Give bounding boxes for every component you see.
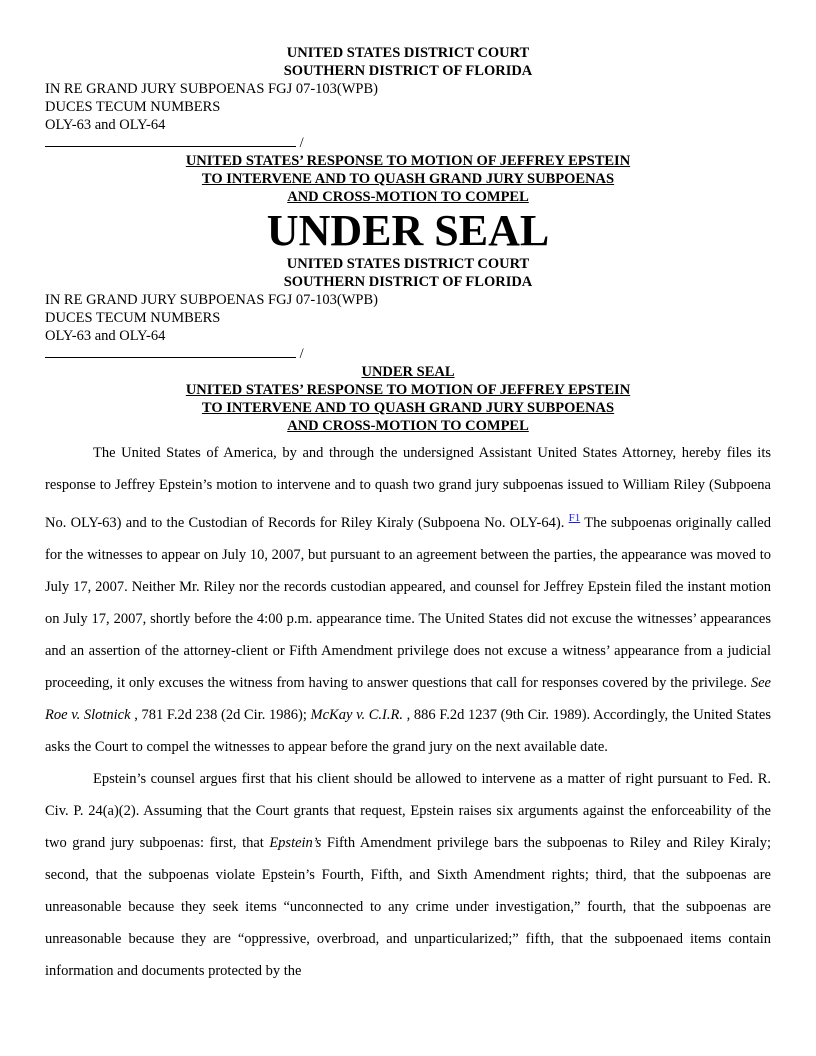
case-caption-2-line2: DUCES TECUM NUMBERS: [45, 310, 221, 326]
see-signal: See: [750, 674, 771, 691]
under-seal-banner: UNDER SEAL: [266, 206, 550, 255]
para2-text-b: Fifth Amendment privilege bars the subpoenas to Riley and Riley Kiraly; second, that the subpoenas violate Epstein’s Fourth, Fifth, and Sixth Amendment rights; third, that the subpoenas are unreasonable because they seek items “unconnected to any crime under investigation,” fourth, that the subpoenas are unreasonable because they are “oppressive, overbroad, and unparticularized;” fifth, that the subpoenaed items contain information and documents protected by the: [45, 834, 771, 979]
document-title-2-line2: TO INTERVENE AND TO QUASH GRAND JURY SUBPOENAS: [201, 400, 615, 416]
document-title-line3: AND CROSS-MOTION TO COMPEL: [287, 189, 529, 205]
caption-rule: [45, 134, 771, 152]
document-title-line2: TO INTERVENE AND TO QUASH GRAND JURY SUBPOENAS: [201, 171, 615, 187]
case-caption-line1: IN RE GRAND JURY SUBPOENAS FGJ 07-103(WPB): [45, 81, 378, 97]
district-name-2: SOUTHERN DISTRICT OF FLORIDA: [283, 274, 533, 290]
case-citation-roe: Roe v. Slotnick: [45, 706, 131, 723]
footnote-link-f1[interactable]: F1: [568, 512, 581, 524]
document-page: [45, 44, 771, 987]
para1-text-a: The United States of America, by and through the undersigned Assistant United States Attorney, hereby files its response to Jeffrey Epstein’s motion to intervene and to quash two grand jury subpoenas issued to William Riley (Subpoena No. OLY-63) and to the Custodian of Records for Riley Kiraly (Subpoena No. OLY-64).: [45, 445, 771, 531]
caption-slash-2: /: [299, 346, 304, 362]
para2-emphasis: Epstein’s: [269, 834, 322, 851]
caption-rule-2: [45, 345, 771, 363]
document-title-2-line1: UNITED STATES’ RESPONSE TO MOTION OF JEFFREY EPSTEIN: [185, 382, 631, 398]
para1-text-d: , 886 F.2d 1237 (9th Cir. 1989). Accordingly, the United States asks the Court to compel the witnesses to appear before the grand jury on the next available date.: [45, 706, 771, 755]
case-caption-2-line1: IN RE GRAND JURY SUBPOENAS FGJ 07-103(WPB): [45, 292, 378, 308]
case-caption-line2: DUCES TECUM NUMBERS: [45, 99, 221, 115]
document-title-line1: UNITED STATES’ RESPONSE TO MOTION OF JEFFREY EPSTEIN: [185, 153, 631, 169]
district-name: SOUTHERN DISTRICT OF FLORIDA: [283, 63, 533, 79]
case-citation-mckay: McKay v. C.I.R.: [310, 706, 403, 723]
para1-text-c: , 781 F.2d 238 (2d Cir. 1986);: [130, 706, 311, 723]
para2-text-a: Epstein’s counsel argues first that his client should be allowed to intervene as a matter of right pursuant to Fed. R. Civ. P. 24(a)(2). Assuming that the Court grants that request, Epstein raises six arguments against the enforceability of the two grand jury subpoenas: first, that: [45, 770, 771, 851]
under-seal-heading: UNDER SEAL: [361, 364, 455, 380]
court-name-2: UNITED STATES DISTRICT COURT: [286, 256, 530, 272]
caption-divider-2: [45, 345, 296, 358]
case-caption-line3: OLY-63 and OLY-64: [45, 117, 166, 133]
footnote-ref: [569, 510, 581, 524]
caption-slash: /: [299, 135, 304, 151]
body-paragraph-1: [45, 437, 771, 763]
document-title-2-line3: AND CROSS-MOTION TO COMPEL: [287, 418, 529, 434]
case-caption-2-line3: OLY-63 and OLY-64: [45, 328, 166, 344]
body-paragraph-2: [45, 763, 771, 987]
caption-divider: [45, 134, 296, 147]
court-name: UNITED STATES DISTRICT COURT: [286, 45, 530, 61]
para1-text-b: The subpoenas originally called for the witnesses to appear on July 10, 2007, but pursuant to an agreement between the parties, the appearance was moved to July 17, 2007. Neither Mr. Riley nor the records custodian appeared, and counsel for Jeffrey Epstein filed the instant motion on July 17, 2007, shortly before the 4:00 p.m. appearance time. The United States did not excuse the witnesses’ appearances and an assertion of the attorney-client or Fifth Amendment privilege does not excuse a witness’ appearance from a judicial proceeding, it only excuses the witness from having to answer questions that call for responses covered by the privilege.: [45, 514, 771, 691]
